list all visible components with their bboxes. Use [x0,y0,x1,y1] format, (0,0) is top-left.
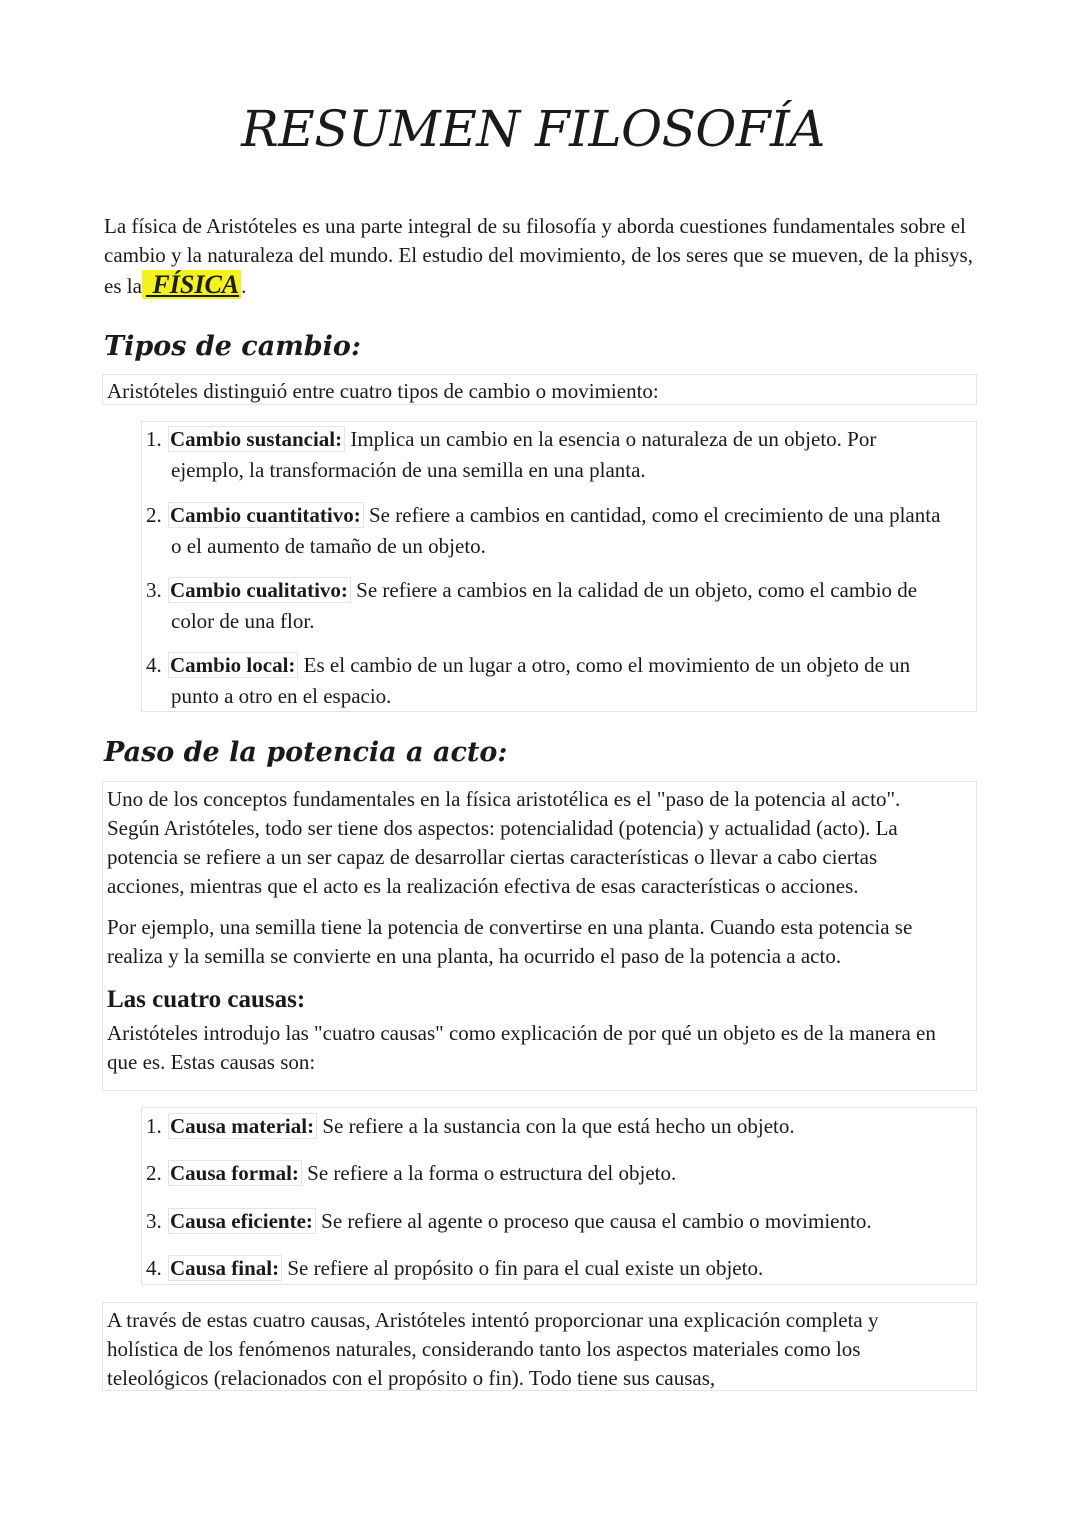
intro-end: . [241,274,247,298]
list-item [146,424,972,486]
list-number: 2. [146,503,162,527]
list-term: Cambio sustancial: [168,426,345,452]
heading-tipos-de-cambio: Tipos de cambio: [104,331,361,362]
intro-paragraph [104,212,984,301]
causas-intro-text: Aristóteles introdujo las "cuatro causas" como explicación de por qué un objeto es de la manera en que es. Estas causas son: [107,1021,936,1074]
list-number: 4. [146,653,162,677]
list-item [146,500,972,562]
causas-list [141,1107,977,1285]
intro-text: La física de Aristóteles es una parte integral de su filosofía y aborda cuestiones fundamentales sobre el cambio y la naturaleza del mundo. El estudio del movimiento, de los seres que se mueven, de la phisys, es la [104,214,973,298]
list-number: 3. [146,1209,162,1233]
heading-potencia-acto: Paso de la potencia a acto: [104,737,508,768]
list-item [146,1206,972,1237]
list-term: Cambio local: [168,652,298,678]
list-text-continued: ejemplo, la transformación de una semilla en una planta. [171,458,646,482]
cambio-intro-text: Aristóteles distinguió entre cuatro tipos de cambio o movimiento: [107,379,659,403]
potencia-block [102,781,977,1091]
list-term: Causa eficiente: [168,1208,316,1234]
list-text: Se refiere al propósito o fin para el cual existe un objeto. [287,1256,764,1280]
list-item [146,650,972,712]
cambio-list [141,421,977,712]
list-item [146,1253,972,1284]
list-text: Se refiere a cambios en la calidad de un objeto, como el cambio de [356,578,918,602]
list-text: Se refiere a la forma o estructura del objeto. [307,1161,677,1185]
page-title: RESUMEN FILOSOFÍA [241,100,825,158]
list-term: Causa final: [168,1255,282,1281]
list-term: Cambio cuantitativo: [168,502,364,528]
list-number: 1. [146,427,162,451]
list-text-continued: punto a otro en el espacio. [171,684,392,708]
potencia-paragraph-2: Por ejemplo, una semilla tiene la potencia de convertirse en una planta. Cuando esta potencia se realiza y la semilla se convierte en una planta, ha ocurrido el paso de la potencia a acto. [107,915,913,968]
list-text-continued: o el aumento de tamaño de un objeto. [171,534,486,558]
list-term: Cambio cualitativo: [168,577,351,603]
list-item [146,1158,972,1189]
list-term: Causa formal: [168,1160,302,1186]
conclusion-text: A través de estas cuatro causas, Aristóteles intentó proporcionar una explicación completa y holística de los fenómenos naturales, considerando tanto los aspectos materiales como los teleológicos (relacionados con el propósito o fin). Todo tiene sus causas, [107,1308,879,1390]
heading-cuatro-causas: Las cuatro causas: [107,986,306,1013]
list-term: Causa material: [168,1113,317,1139]
list-number: 1. [146,1114,162,1138]
highlighted-term: FÍSICA [142,270,241,299]
list-number: 4. [146,1256,162,1280]
list-item [146,1111,972,1142]
cambio-intro-block [102,374,977,405]
list-number: 2. [146,1161,162,1185]
potencia-paragraph-1: Uno de los conceptos fundamentales en la física aristotélica es el "paso de la potencia al acto". Según Aristóteles, todo ser tiene dos aspectos: potencialidad (potencia) y actualidad (acto). La potencia se refiere a un ser capaz de desarrollar ciertas características o llevar a cabo ciertas acciones, mientras que el acto es la realización efectiva de esas características o acciones. [107,787,901,898]
list-item [146,575,972,637]
list-text: Se refiere al agente o proceso que causa el cambio o movimiento. [321,1209,872,1233]
list-text: Implica un cambio en la esencia o naturaleza de un objeto. Por [350,427,877,451]
list-text: Se refiere a la sustancia con la que está hecho un objeto. [322,1114,795,1138]
conclusion-block [102,1302,977,1391]
list-number: 3. [146,578,162,602]
list-text: Se refiere a cambios en cantidad, como el crecimiento de una planta [369,503,941,527]
list-text-continued: color de una flor. [171,609,315,633]
list-text: Es el cambio de un lugar a otro, como el movimiento de un objeto de un [303,653,911,677]
